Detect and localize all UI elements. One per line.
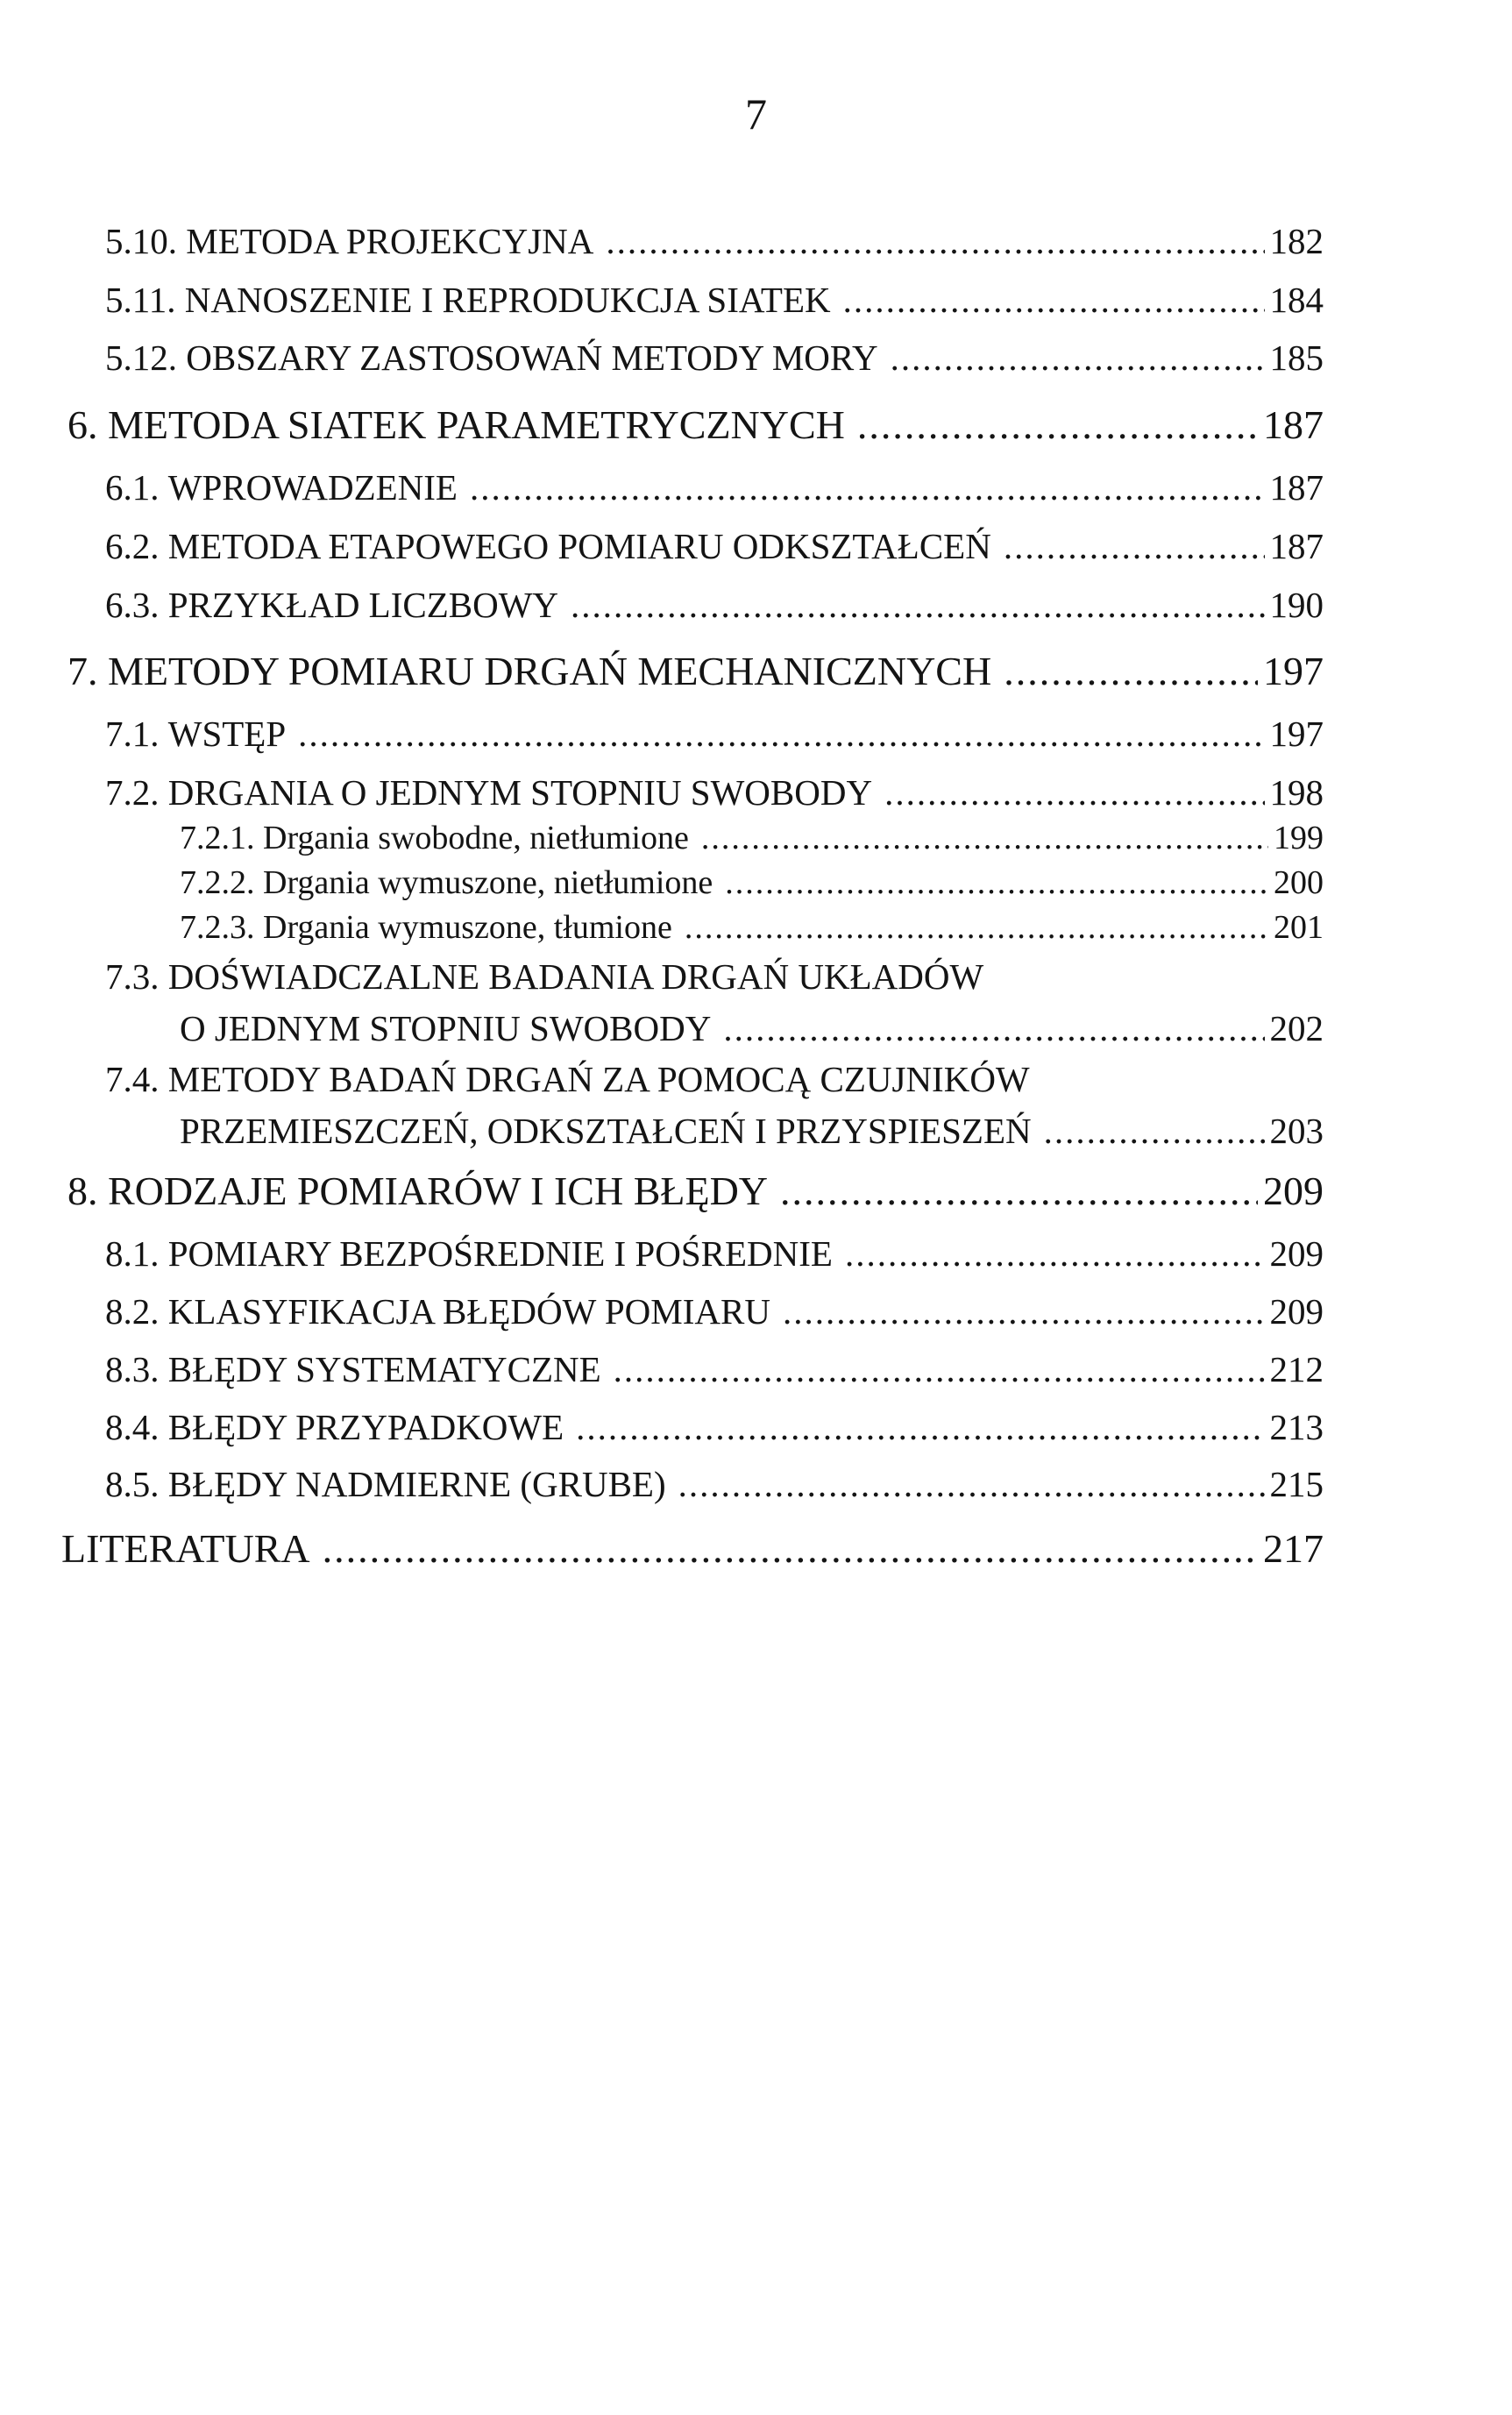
toc-entry-page: 199 xyxy=(1274,820,1324,856)
toc-entry-number: 8.1. xyxy=(105,1233,160,1274)
toc-entry-title: METODY POMIARU DRGAŃ MECHANICZNYCH xyxy=(108,649,992,693)
toc-entry-number: 5.11. xyxy=(105,280,176,320)
toc-entry-5-12[interactable] xyxy=(105,337,1324,378)
toc-entry-7-2[interactable] xyxy=(105,772,1324,813)
toc-entry-title: DOŚWIADCZALNE BADANIA DRGAŃ UKŁADÓW xyxy=(167,956,984,997)
toc-entry-page: 209 xyxy=(1269,1291,1324,1332)
toc-entry-8[interactable] xyxy=(67,1168,1324,1213)
toc-entry-title: METODY BADAŃ DRGAŃ ZA POMOCĄ CZUJNIKÓW xyxy=(167,1059,1030,1099)
dot-leader xyxy=(891,340,1265,376)
toc-entry-page: 201 xyxy=(1274,909,1324,946)
toc-entry-title: Drgania swobodne, nietłumione xyxy=(263,820,689,856)
toc-entry-title: Drgania wymuszone, nietłumione xyxy=(263,864,713,901)
toc-entry-title: POMIARY BEZPOŚREDNIE I POŚREDNIE xyxy=(167,1233,833,1274)
toc-entry-number: 8.4. xyxy=(105,1407,160,1447)
toc-entry-page: 217 xyxy=(1263,1526,1324,1571)
dot-leader xyxy=(576,1410,1264,1445)
toc-entry-number: 7.2.2. xyxy=(180,864,255,901)
toc-entry-7-1[interactable] xyxy=(105,716,1324,752)
toc-entry-number: 8.2. xyxy=(105,1291,160,1332)
toc-entry-page: 185 xyxy=(1269,337,1324,378)
toc-entry-number: 8.5. xyxy=(105,1464,160,1504)
toc-entry-title: Drgania wymuszone, tłumione xyxy=(263,909,672,946)
toc-entry-5-10[interactable] xyxy=(105,221,1324,261)
toc-entry-title: METODA ETAPOWEGO POMIARU ODKSZTAŁCEŃ xyxy=(167,526,991,566)
toc-entry-page: 184 xyxy=(1269,280,1324,320)
toc-entry-title: RODZAJE POMIARÓW I ICH BŁĘDY xyxy=(108,1168,769,1213)
toc-entry-page: 197 xyxy=(1269,714,1324,754)
toc-entry-title-line2 xyxy=(180,1113,1324,1149)
dot-leader xyxy=(470,470,1265,506)
toc-entry-title-continued: PRZEMIESZCZEŃ, ODKSZTAŁCEŃ I PRZYSPIESZEŃ xyxy=(180,1111,1032,1151)
dot-leader xyxy=(606,224,1264,259)
toc-entry-number: 7.3. xyxy=(105,956,160,997)
toc-entry-page: 209 xyxy=(1263,1168,1324,1213)
toc-entry-6-2[interactable] xyxy=(105,526,1324,566)
toc-entry-8-1[interactable] xyxy=(105,1233,1324,1274)
dot-leader xyxy=(678,1467,1265,1502)
toc-entry-literatura[interactable] xyxy=(61,1526,1324,1571)
toc-entry-7-3[interactable] xyxy=(105,956,1324,1048)
dot-leader xyxy=(1044,1113,1265,1149)
dot-leader xyxy=(571,587,1264,623)
toc-entry-7-2-2[interactable] xyxy=(180,866,1324,899)
toc-entry-title: BŁĘDY NADMIERNE (GRUBE) xyxy=(167,1464,666,1504)
dot-leader xyxy=(857,405,1258,445)
toc-entry-number: 7.1. xyxy=(105,714,160,754)
toc-entry-title: LITERATURA xyxy=(61,1526,310,1571)
toc-entry-title: METODA PROJEKCYJNA xyxy=(186,221,594,261)
toc-entry-title: OBSZARY ZASTOSOWAŃ METODY MORY xyxy=(186,337,878,378)
toc-entry-page: 198 xyxy=(1269,772,1324,813)
dot-leader xyxy=(701,821,1268,855)
toc-entry-page: 212 xyxy=(1269,1349,1324,1389)
toc-entry-title: KLASYFIKACJA BŁĘDÓW POMIARU xyxy=(167,1291,770,1332)
toc-entry-page: 215 xyxy=(1269,1464,1324,1504)
toc-entry-8-2[interactable] xyxy=(105,1291,1324,1332)
toc-entry-number: 5.12. xyxy=(105,337,177,378)
toc-entry-title: NANOSZENIE I REPRODUKCJA SIATEK xyxy=(184,280,831,320)
toc-entry-number: 7.2. xyxy=(105,772,160,813)
toc-entry-number: 7.2.1. xyxy=(180,820,255,856)
toc-entry-title-line1 xyxy=(105,956,1324,997)
toc-entry-number: 6.3. xyxy=(105,585,160,625)
toc-entry-title-continued: O JEDNYM STOPNIU SWOBODY xyxy=(180,1008,712,1048)
toc-entry-title: BŁĘDY PRZYPADKOWE xyxy=(167,1407,564,1447)
toc-entry-page: 213 xyxy=(1269,1407,1324,1447)
dot-leader xyxy=(725,866,1268,899)
toc-entry-8-4[interactable] xyxy=(105,1407,1324,1447)
page-number: 7 xyxy=(745,89,767,139)
toc-entry-title: METODA SIATEK PARAMETRYCZNYCH xyxy=(108,402,845,447)
toc-entry-page: 187 xyxy=(1269,526,1324,566)
toc-entry-7-2-1[interactable] xyxy=(180,821,1324,855)
dot-leader xyxy=(1004,651,1258,692)
dot-leader xyxy=(723,1011,1264,1047)
dot-leader xyxy=(614,1352,1265,1388)
dot-leader xyxy=(845,1236,1265,1272)
toc-entry-title: BŁĘDY SYSTEMATYCZNE xyxy=(167,1349,601,1389)
toc-entry-7-2-3[interactable] xyxy=(180,911,1324,944)
toc-entry-page: 202 xyxy=(1269,1008,1324,1048)
toc-entry-8-5[interactable] xyxy=(105,1464,1324,1504)
toc-entry-title: PRZYKŁAD LICZBOWY xyxy=(167,585,559,625)
dot-leader xyxy=(783,1294,1265,1330)
toc-entry-page: 182 xyxy=(1269,221,1324,261)
toc-entry-number: 5.10. xyxy=(105,221,177,261)
toc-entry-page: 200 xyxy=(1274,864,1324,901)
toc-entry-number: 7. xyxy=(67,649,98,693)
dot-leader xyxy=(323,1529,1258,1569)
dot-leader xyxy=(298,716,1264,752)
toc-entry-page: 203 xyxy=(1269,1111,1324,1151)
toc-entry-7[interactable] xyxy=(67,651,1324,692)
toc-entry-page: 197 xyxy=(1263,649,1324,693)
toc-entry-6-3[interactable] xyxy=(105,587,1324,623)
toc-entry-8-3[interactable] xyxy=(105,1349,1324,1389)
toc-entry-7-4[interactable] xyxy=(105,1059,1324,1151)
toc-entry-number: 8. xyxy=(67,1168,98,1213)
toc-entry-title-line1 xyxy=(105,1059,1324,1099)
toc-entry-number: 6.2. xyxy=(105,526,160,566)
dot-leader xyxy=(884,775,1264,811)
dot-leader xyxy=(1004,529,1265,565)
toc-entry-title: WSTĘP xyxy=(167,714,287,754)
toc-entry-number: 7.4. xyxy=(105,1059,160,1099)
toc-entry-number: 6. xyxy=(67,402,98,447)
toc-entry-6-1[interactable] xyxy=(105,467,1324,508)
toc-entry-6[interactable] xyxy=(67,402,1324,447)
toc-entry-page: 190 xyxy=(1269,585,1324,625)
toc-entry-page: 187 xyxy=(1269,467,1324,508)
dot-leader xyxy=(780,1171,1258,1211)
dot-leader xyxy=(685,911,1268,944)
toc-entry-number: 7.2.3. xyxy=(180,909,255,946)
toc-entry-number: 8.3. xyxy=(105,1349,160,1389)
toc-entry-title-line2 xyxy=(180,1008,1324,1048)
toc-entry-page: 187 xyxy=(1263,402,1324,447)
toc-entry-5-11[interactable] xyxy=(105,282,1324,318)
dot-leader xyxy=(843,282,1265,318)
toc-entry-page: 209 xyxy=(1269,1233,1324,1274)
toc-entry-number: 6.1. xyxy=(105,467,160,508)
toc-entry-title: DRGANIA O JEDNYM STOPNIU SWOBODY xyxy=(167,772,873,813)
toc-entry-title: WPROWADZENIE xyxy=(167,467,458,508)
